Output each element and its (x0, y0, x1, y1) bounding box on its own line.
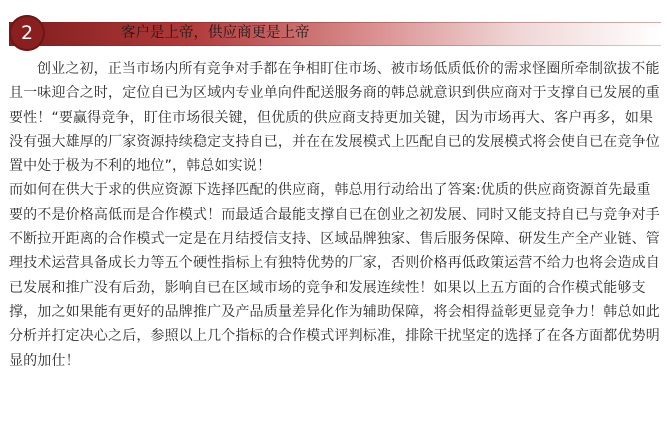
article-body (9, 57, 661, 373)
section-number: 2 (20, 21, 34, 44)
section-header (9, 15, 661, 49)
article-paragraph-1: 创业之初，正当市场内所有竞争对手都在争相盯住市场、被市场低质低价的需求怪圈所牵制欲拔不能且一味迎合之时，定位自已为区域内专业单向件配送服务商的韩总就意识到供应商对于支撑自已发展的重要性！“要赢得竞争，盯住市场很关键，但优质的供应商支持更加关键，因为市场再大、客户再多，如果没有强大雄厚的厂家资源持续稳定支持自已，并在在发展模式上匹配自已的发展模式将会使自已在竞争位置中处于极为不利的地位”，韩总如实说！ (9, 61, 660, 175)
article-paragraph-2: 而如何在供大于求的供应资源下选择匹配的供应商，韩总用行动给出了答案:优质的供应商资源首先最重要的不是价格高低而是合作模式！而最适合最能支撑自已在创业之初发展、同时又能支持自已与竞争对手不断拉开距离的合作模式一定是在月结授信支持、区域品牌独家、售后服务保障、研发生产全产业链、管理技术运营具备成长力等五个硬性指标上有独特优势的厂家，否则价格再低政策运营不给力也将会造成自已发展和推广没有后劲，影响自已在区域市场的竞争和发展连续性！如果以上五方面的合作模式能够支撑，加之如果能有更好的品牌推广及产品质量差异化作为辅助保障，将会相得益彰更显竞争力！韩总如此分析并打定决心之后，参照以上几个指标的合作模式评判标准，排除干扰坚定的选择了在各方面都优势明显的加仕！ (9, 182, 660, 369)
section-number-badge (9, 15, 45, 51)
header-gradient-bar (9, 22, 661, 46)
section-title: 客户是上帝，供应商更是上帝 (121, 25, 310, 41)
